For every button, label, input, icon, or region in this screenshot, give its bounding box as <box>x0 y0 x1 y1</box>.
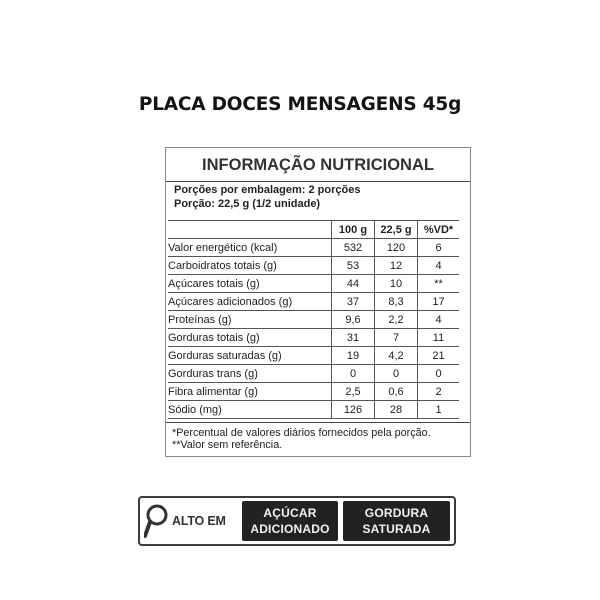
header-blank <box>168 221 332 239</box>
value-portion: 8,3 <box>375 293 418 311</box>
table-body <box>168 239 459 419</box>
portion-size: Porção: 22,5 g (1/2 unidade) <box>174 198 321 210</box>
value-portion: 2,2 <box>375 311 418 329</box>
table-row <box>168 401 459 419</box>
nutrient-name: Gorduras totais (g) <box>168 329 332 347</box>
seal-saturated-fat-line1: GORDURA <box>364 506 429 520</box>
value-100g: 44 <box>332 275 375 293</box>
table-row <box>168 239 459 257</box>
nutrient-name: Gorduras saturadas (g) <box>168 347 332 365</box>
nutrient-name: Carboidratos totais (g) <box>168 257 332 275</box>
value-vd: ** <box>418 275 460 293</box>
table-row <box>168 293 459 311</box>
col-header-vd: %VD* <box>418 221 460 239</box>
footnotes <box>172 427 468 451</box>
value-100g: 31 <box>332 329 375 347</box>
value-vd: 2 <box>418 383 460 401</box>
value-vd: 4 <box>418 311 460 329</box>
table-row <box>168 257 459 275</box>
value-100g: 9,6 <box>332 311 375 329</box>
alto-em-label: ALTO EM <box>172 514 226 528</box>
value-100g: 37 <box>332 293 375 311</box>
nutrient-name: Açúcares totais (g) <box>168 275 332 293</box>
value-vd: 11 <box>418 329 460 347</box>
magnifier-icon <box>144 503 170 539</box>
table-row <box>168 329 459 347</box>
front-label-seal <box>138 496 456 546</box>
value-vd: 4 <box>418 257 460 275</box>
value-portion: 120 <box>375 239 418 257</box>
footnote-no-reference: **Valor sem referência. <box>172 439 283 451</box>
nutrient-name: Proteínas (g) <box>168 311 332 329</box>
value-100g: 0 <box>332 365 375 383</box>
table-row <box>168 311 459 329</box>
value-portion: 4,2 <box>375 347 418 365</box>
seal-added-sugar-line2: ADICIONADO <box>250 522 330 536</box>
table-row <box>168 347 459 365</box>
seal-saturated-fat <box>343 501 450 541</box>
table-row <box>168 365 459 383</box>
footnote-vd: *Percentual de valores diários fornecidos pela porção. <box>172 427 431 439</box>
value-100g: 2,5 <box>332 383 375 401</box>
value-vd: 0 <box>418 365 460 383</box>
portion-info <box>174 183 464 211</box>
nutrition-panel <box>165 147 471 457</box>
panel-heading: INFORMAÇÃO NUTRICIONAL <box>166 148 470 182</box>
table-header-row <box>168 221 459 239</box>
value-portion: 0 <box>375 365 418 383</box>
seal-saturated-fat-line2: SATURADA <box>362 522 431 536</box>
value-portion: 12 <box>375 257 418 275</box>
value-vd: 21 <box>418 347 460 365</box>
value-100g: 53 <box>332 257 375 275</box>
col-header-100g: 100 g <box>332 221 375 239</box>
nutrient-name: Gorduras trans (g) <box>168 365 332 383</box>
value-100g: 126 <box>332 401 375 419</box>
col-header-portion: 22,5 g <box>375 221 418 239</box>
value-portion: 28 <box>375 401 418 419</box>
nutrient-name: Fibra alimentar (g) <box>168 383 332 401</box>
nutrient-name: Valor energético (kcal) <box>168 239 332 257</box>
footnote-divider <box>166 422 470 423</box>
value-vd: 6 <box>418 239 460 257</box>
nutrient-name: Sódio (mg) <box>168 401 332 419</box>
value-vd: 17 <box>418 293 460 311</box>
value-100g: 19 <box>332 347 375 365</box>
value-100g: 532 <box>332 239 375 257</box>
value-portion: 10 <box>375 275 418 293</box>
value-vd: 1 <box>418 401 460 419</box>
seal-added-sugar-line1: AÇÚCAR <box>263 506 317 520</box>
table-row <box>168 275 459 293</box>
value-portion: 0,6 <box>375 383 418 401</box>
nutrition-table <box>168 220 459 419</box>
nutrient-name: Açúcares adicionados (g) <box>168 293 332 311</box>
product-title: PLACA DOCES MENSAGENS 45g <box>138 94 462 115</box>
seal-added-sugar <box>242 501 338 541</box>
portions-per-pack: Porções por embalagem: 2 porções <box>174 184 361 196</box>
value-portion: 7 <box>375 329 418 347</box>
table-row <box>168 383 459 401</box>
